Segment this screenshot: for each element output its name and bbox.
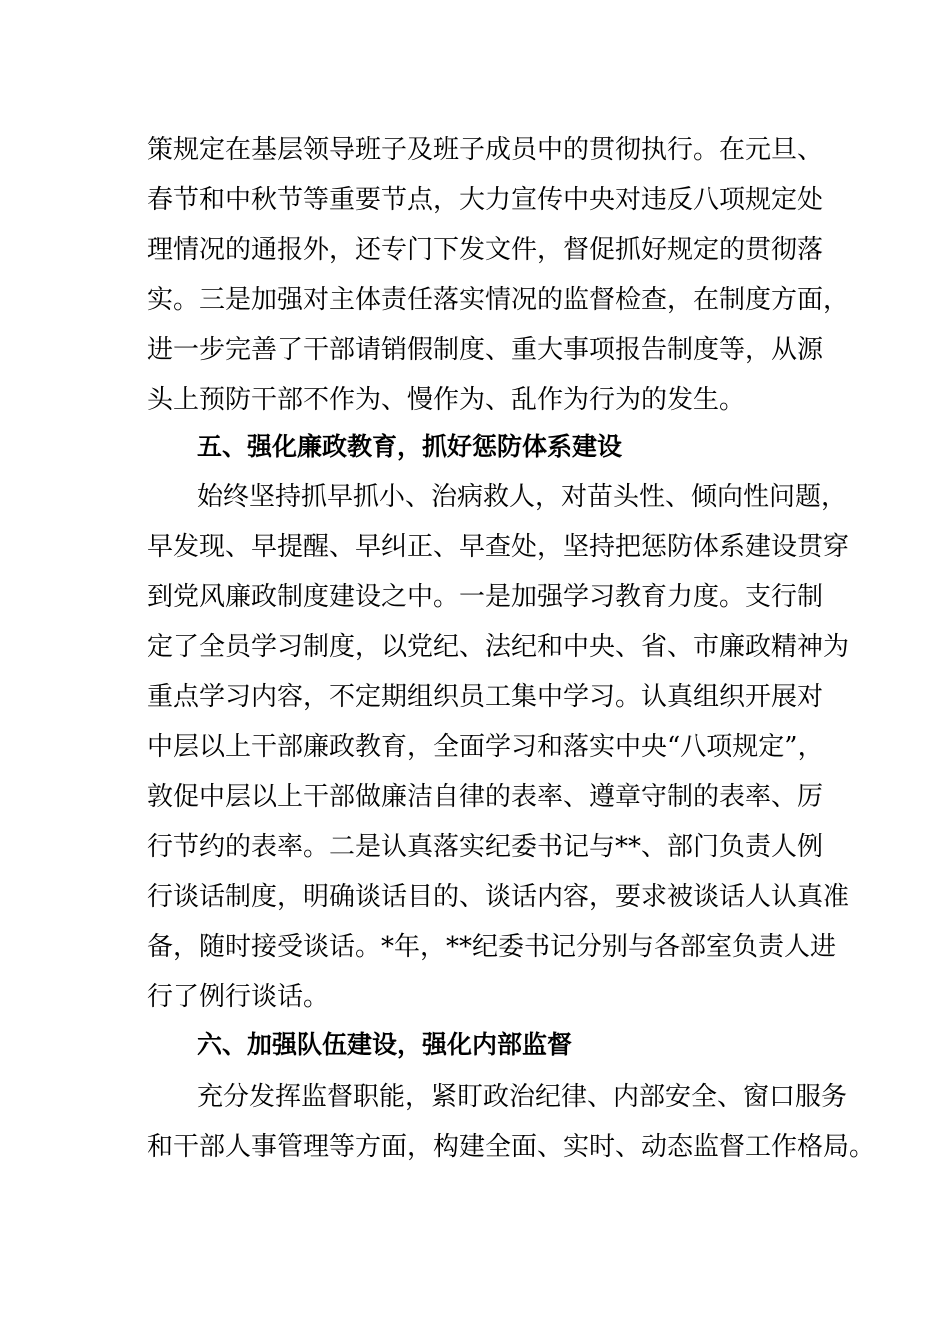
body-line: 行节约的表率。二是认真落实纪委书记与**、部门负责人例 (147, 832, 824, 862)
body-line: 进一步完善了干部请销假制度、重大事项报告制度等，从源 (147, 335, 824, 365)
body-line: 和干部人事管理等方面，构建全面、实时、动态监督工作格局。 (147, 1132, 876, 1162)
body-line: 春节和中秋节等重要节点，大力宣传中央对违反八项规定处 (147, 185, 824, 215)
body-line: 备，随时接受谈话。*年，**纪委书记分别与各部室负责人进 (147, 932, 837, 962)
section-heading: 六、加强队伍建设，强化内部监督 (197, 1030, 573, 1059)
body-line: 中层以上干部廉政教育，全面学习和落实中央“八项规定”， (147, 732, 824, 762)
body-line: 始终坚持抓早抓小、治病救人，对苗头性、倾向性问题， (197, 482, 848, 512)
body-line: 到党风廉政制度建设之中。一是加强学习教育力度。支行制 (147, 582, 824, 612)
body-line: 行了例行谈话。 (147, 982, 330, 1012)
body-line: 理情况的通报外，还专门下发文件，督促抓好规定的贯彻落 (147, 235, 824, 265)
body-line: 行谈话制度，明确谈话目的、谈话内容，要求被谈话人认真准 (147, 882, 850, 912)
body-line: 定了全员学习制度，以党纪、法纪和中央、省、市廉政精神为 (147, 632, 850, 662)
body-line: 头上预防干部不作为、慢作为、乱作为行为的发生。 (147, 385, 746, 415)
body-line: 敦促中层以上干部做廉洁自律的表率、遵章守制的表率、厉 (147, 782, 824, 812)
body-line: 重点学习内容，不定期组织员工集中学习。认真组织开展对 (147, 682, 824, 712)
section-heading: 五、强化廉政教育，抓好惩防体系建设 (197, 432, 623, 461)
body-line: 实。三是加强对主体责任落实情况的监督检查，在制度方面， (147, 285, 850, 315)
body-line: 策规定在基层领导班子及班子成员中的贯彻执行。在元旦、 (147, 135, 824, 165)
body-line: 充分发挥监督职能，紧盯政治纪律、内部安全、窗口服务 (197, 1082, 848, 1112)
body-line: 早发现、早提醒、早纠正、早查处，坚持把惩防体系建设贯穿 (147, 532, 850, 562)
